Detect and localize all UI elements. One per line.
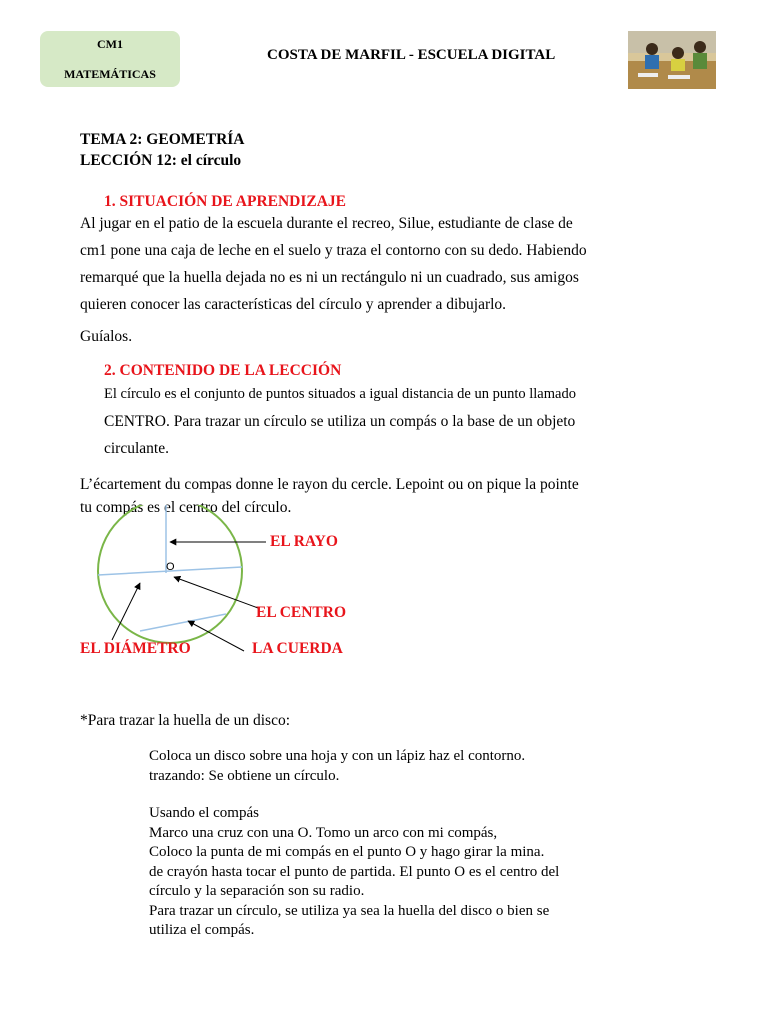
diametro-arrow	[112, 583, 140, 640]
diametro-label: EL DIÁMETRO	[80, 640, 191, 657]
section2-heading: 2. CONTENIDO DE LA LECCIÓN	[104, 362, 342, 379]
paragraph-line: Para trazar un círculo, se utiliza ya sea la huella del disco o bien se	[149, 902, 550, 919]
classroom-photo	[628, 31, 716, 89]
tema-title: TEMA 2: GEOMETRÍA	[80, 131, 245, 148]
paragraph-line: L’écartement du compas donne le rayon du cercle. Lepoint ou on pique la pointe	[80, 476, 579, 493]
disco-instructions	[149, 746, 709, 786]
paragraph-line: quieren conocer las características del círculo y aprender a dibujarlo.	[80, 296, 507, 313]
paragraph-line: de crayón hasta tocar el punto de partida. El punto O es el centro del	[149, 863, 560, 880]
centro-label: EL CENTRO	[256, 604, 347, 621]
paragraph-line: remarqué que la huella dejada no es ni un rectángulo ni un cuadrado, sus amigos	[80, 269, 579, 286]
paragraph-line: utiliza el compás.	[149, 922, 255, 938]
paragraph-line: trazando: Se obtiene un círculo.	[149, 768, 340, 784]
paragraph-line: Coloco la punta de mi compás en el punto O y hago girar la mina.	[149, 844, 545, 860]
school-title: COSTA DE MARFIL - ESCUELA DIGITAL	[267, 47, 556, 63]
paragraph-line: Al jugar en el patio de la escuela durante el recreo, Silue, estudiante de clase de	[80, 215, 573, 232]
badge-level: CM1	[97, 37, 123, 51]
guialos-text: Guíalos.	[80, 328, 133, 345]
huella-intro: *Para trazar la huella de un disco:	[80, 712, 291, 729]
compas-instructions	[149, 804, 709, 941]
paragraph-line: CENTRO. Para trazar un círculo se utiliza un compás o la base de un objeto	[104, 413, 576, 430]
paragraph-line: Marco una cruz con una O. Tomo un arco con mi compás,	[149, 824, 498, 841]
paragraph-line: tu compás es el centro del círculo.	[80, 499, 292, 516]
section1-heading: 1. SITUACIÓN DE APRENDIZAJE	[104, 193, 347, 210]
centro-arrow	[174, 577, 258, 608]
paragraph-line: Usando el compás	[149, 805, 259, 821]
leccion-title: LECCIÓN 12: el círculo	[80, 152, 242, 169]
class-badge	[40, 31, 180, 87]
center-point-label: O	[166, 561, 175, 573]
paragraph-line: Coloca un disco sobre una hoja y con un lápiz haz el contorno.	[149, 748, 526, 764]
paragraph-line: circulante.	[104, 440, 169, 457]
rayo-label: EL RAYO	[270, 533, 338, 550]
paragraph-line: cm1 pone una caja de leche en el suelo y traza el contorno con su dedo. Habiendo	[80, 242, 587, 259]
badge-subject: MATEMÁTICAS	[64, 67, 156, 81]
paragraph-line: El círculo es el conjunto de puntos situados a igual distancia de un punto llamado	[104, 386, 576, 402]
paragraph-line: círculo y la separación son su radio.	[149, 883, 365, 899]
cuerda-label: LA CUERDA	[252, 640, 343, 657]
section1-paragraph	[80, 210, 700, 318]
section2-paragraph	[104, 381, 704, 462]
